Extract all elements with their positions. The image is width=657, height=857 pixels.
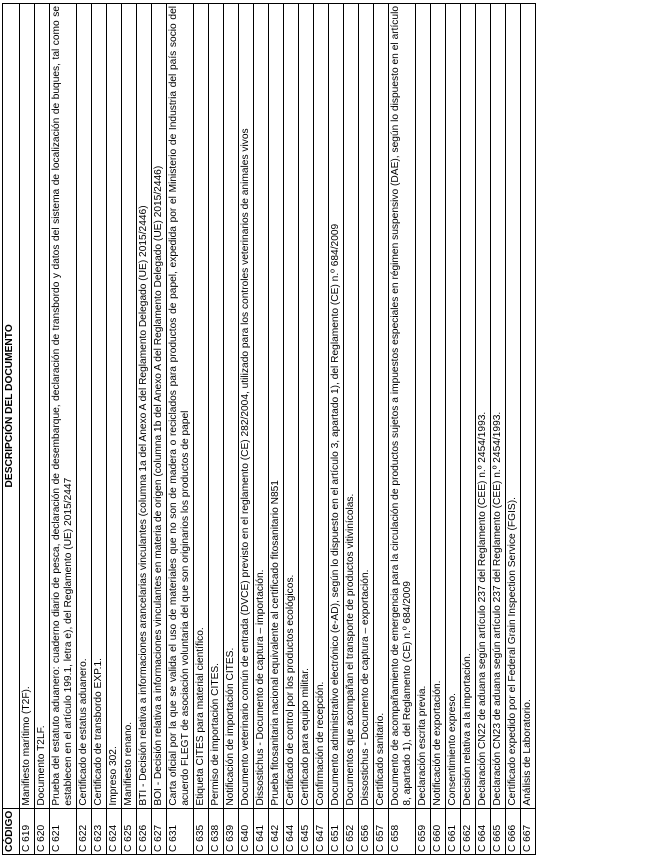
table-row xyxy=(35,4,50,855)
document-description: Documento veterinario común de entrada (DVCE) previsto en el reglamento (CE) 282/2004, utilizado para los controles veterinarios de animales vivos xyxy=(239,4,254,809)
table-row xyxy=(152,4,167,855)
document-code: C 631 xyxy=(167,808,194,854)
table-row xyxy=(122,4,137,855)
table-row xyxy=(314,4,329,855)
document-code: C 662 xyxy=(461,808,476,854)
table-row xyxy=(224,4,239,855)
table-row xyxy=(284,4,299,855)
document-description: Certificado de control por los productos ecológicos. xyxy=(284,4,299,809)
table-row xyxy=(359,4,374,855)
table-row xyxy=(194,4,209,855)
document-description: Carta oficial por la que se valida el uso de materiales que no son de madera o reciclados para productos de papel, expedida por el Ministerio de Industria del país socio del acuerdo FLEGT de asociación voluntaria del que son originarios los productos de papel xyxy=(167,4,194,809)
document-code: C 652 xyxy=(344,808,359,854)
table-row xyxy=(254,4,269,855)
document-description: Decisión relativa a la importación. xyxy=(461,4,476,809)
document-code: C 635 xyxy=(194,808,209,854)
document-code: C 645 xyxy=(299,808,314,854)
document-code: C 661 xyxy=(446,808,461,854)
table-row xyxy=(374,4,389,855)
document-description: Certificado sanitario. xyxy=(374,4,389,809)
document-code: C 640 xyxy=(239,808,254,854)
document-code: C 620 xyxy=(35,808,50,854)
document-code: C 627 xyxy=(152,808,167,854)
document-description: Certificado para equipo militar. xyxy=(299,4,314,809)
document-description: Declaración CN23 de aduana según artículo 237 del Reglamento (CEE) n.º 2454/1993. xyxy=(491,4,506,809)
document-description: Prueba fitosanitaria nacional equivalente al certificado fitosanitario N851 xyxy=(269,4,284,809)
table-row xyxy=(506,4,521,855)
document-code: C 656 xyxy=(359,808,374,854)
document-description: Certificado de transbordo EXP.1. xyxy=(92,4,107,809)
document-description: Manifiesto marítimo (T2F). xyxy=(20,4,35,809)
document-code: C 658 xyxy=(389,808,416,854)
document-description: Manifiesto renano. xyxy=(122,4,137,809)
table-row xyxy=(446,4,461,855)
document-code: C 621 xyxy=(50,808,77,854)
document-code: C 651 xyxy=(329,808,344,854)
document-code: C 624 xyxy=(107,808,122,854)
table-row xyxy=(239,4,254,855)
document-description: Permiso de importación CITES. xyxy=(209,4,224,809)
code-column-header: CÓDIGO xyxy=(3,808,20,854)
document-code: C 619 xyxy=(20,808,35,854)
document-description: Documento de acompañamiento de emergencia para la circulación de productos sujetos a impuestos especiales en régimen suspensivo (DAE), según lo dispuesto en el artículo 8, apartado 1), del Reglamento (CE) n.º 684/2009 xyxy=(389,4,416,809)
table-row xyxy=(92,4,107,855)
document-code: C 647 xyxy=(314,808,329,854)
document-codes-table xyxy=(2,3,536,855)
document-description: Documentos que acompañan el transporte de productos vitivinícolas. xyxy=(344,4,359,809)
document-description: Documento administrativo electrónico (e-AD), según lo dispuesto en el artículo 3, apartado 1), del Reglamento (CE) n.º 684/2009 xyxy=(329,4,344,809)
document-description: Análisis de Laboratorio. xyxy=(521,4,536,809)
document-description: Declaración escrita previa. xyxy=(416,4,431,809)
table-header-row xyxy=(3,4,20,855)
document-code: C 667 xyxy=(521,808,536,854)
table-body xyxy=(20,4,536,855)
table-row xyxy=(137,4,152,855)
document-description: Certificado de estatus aduanero. xyxy=(77,4,92,809)
table-row xyxy=(20,4,35,855)
document-code: C 644 xyxy=(284,808,299,854)
document-code: C 623 xyxy=(92,808,107,854)
document-code: C 625 xyxy=(122,808,137,854)
document-code: C 664 xyxy=(476,808,491,854)
table-row xyxy=(209,4,224,855)
document-description: Notificación de exportación. xyxy=(431,4,446,809)
document-code: C 660 xyxy=(431,808,446,854)
table-row xyxy=(344,4,359,855)
document-description: Impreso 302. xyxy=(107,4,122,809)
document-code: C 665 xyxy=(491,808,506,854)
document-code: C 622 xyxy=(77,808,92,854)
table-row xyxy=(416,4,431,855)
document-code: C 657 xyxy=(374,808,389,854)
table-row xyxy=(269,4,284,855)
table-row xyxy=(431,4,446,855)
document-code: C 638 xyxy=(209,808,224,854)
table-row xyxy=(476,4,491,855)
table-row xyxy=(167,4,194,855)
table-row xyxy=(461,4,476,855)
table-row xyxy=(521,4,536,855)
document-description: Etiqueta CITES para material científico. xyxy=(194,4,209,809)
description-column-header: DESCRIPCIÓN DEL DOCUMENTO xyxy=(3,4,20,809)
document-description: Documento T2LF. xyxy=(35,4,50,809)
table-row xyxy=(329,4,344,855)
document-code: C 641 xyxy=(254,808,269,854)
table-row xyxy=(299,4,314,855)
document-description: Prueba del estatuto aduanero: cuaderno diario de pesca, declaración de desembarque, declaración de transbordo y datos del sistema de localización de buques, tal como se establecen en el artículo 199.1, letra e), del Reglamento (UE) 2015/2447 xyxy=(50,4,77,809)
document-description: Dissostichus - Documento de captura – importación. xyxy=(254,4,269,809)
document-code: C 639 xyxy=(224,808,239,854)
document-code: C 626 xyxy=(137,808,152,854)
table-row xyxy=(77,4,92,855)
document-code: C 642 xyxy=(269,808,284,854)
document-code: C 666 xyxy=(506,808,521,854)
document-code: C 659 xyxy=(416,808,431,854)
document-description: Dissostichus - Documento de captura – exportación. xyxy=(359,4,374,809)
document-description: Notificación de importación CITES. xyxy=(224,4,239,809)
document-description: Consentimiento expreso. xyxy=(446,4,461,809)
document-description: BOI - Decisión relativa a informaciones vinculantes en materia de origen (columna 1b del Anexo A del Reglamento Delegado (UE) 2015/2446) xyxy=(152,4,167,809)
document-description: BTI - Decisión relativa a informaciones arancelarias vinculantes (columna 1a del Anexo A del Reglamento Delegado (UE) 2015/2446) xyxy=(137,4,152,809)
table-row xyxy=(389,4,416,855)
document-description: Certificado expedido por el Federal Grain Inspection Service (FGIS). xyxy=(506,4,521,809)
document-description: Declaración CN22 de aduana según artículo 237 del Reglamento (CEE) n.º 2454/1993. xyxy=(476,4,491,809)
table-row xyxy=(50,4,77,855)
document-description: Confirmación de recepción. xyxy=(314,4,329,809)
table-row xyxy=(491,4,506,855)
table-row xyxy=(107,4,122,855)
